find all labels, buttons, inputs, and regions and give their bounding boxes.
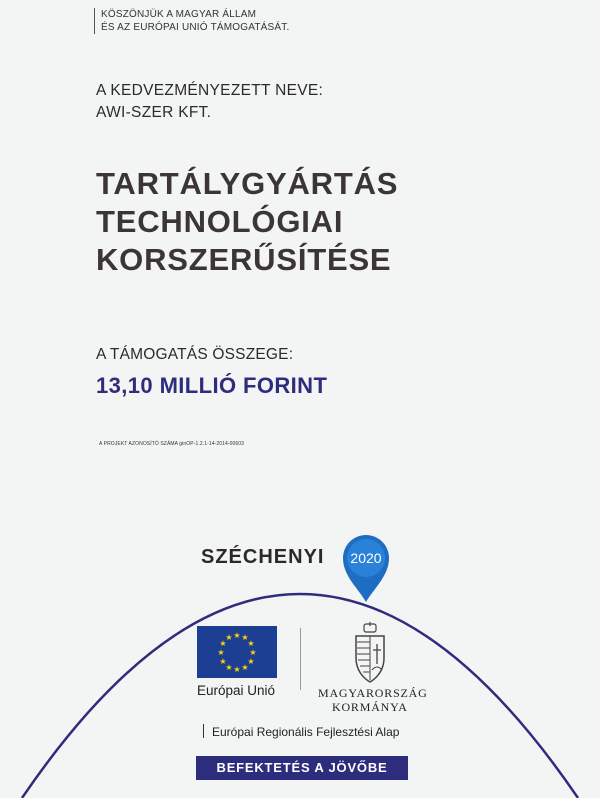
beneficiary-label: A KEDVEZMÉNYEZETT NEVE:	[96, 82, 324, 99]
svg-text:★: ★	[225, 633, 233, 642]
hungarian-coat-of-arms-icon	[350, 622, 390, 684]
project-id: A PROJEKT AZONOSÍTÓ SZÁMA ginOP-1.2.1-14-2014-00603	[99, 441, 245, 447]
svg-text:★: ★	[241, 633, 249, 642]
project-title-line-3: KORSZERŰSÍTÉSE	[96, 242, 392, 277]
thanks-line-2: ÉS AZ EURÓPAI UNIÓ TÁMOGATÁSÁT.	[101, 22, 290, 33]
szechenyi-year: 2020	[350, 550, 382, 566]
svg-text:★: ★	[233, 631, 241, 640]
svg-text:★: ★	[219, 639, 227, 648]
logo-divider	[300, 628, 301, 690]
svg-text:★: ★	[225, 663, 233, 672]
svg-text:★: ★	[241, 663, 249, 672]
government-label-line-1: MAGYARORSZÁG	[318, 686, 428, 700]
funding-amount-label: A TÁMOGATÁS ÖSSZEGE:	[96, 346, 294, 363]
fund-separator	[203, 724, 204, 738]
szechenyi-2020-pin-icon	[339, 530, 393, 604]
beneficiary-name: AWI-SZER KFT.	[96, 104, 212, 121]
funding-amount: 13,10 MILLIÓ FORINT	[96, 373, 328, 398]
project-title-line-2: TECHNOLÓGIAI	[96, 204, 344, 239]
svg-text:★: ★	[247, 657, 255, 666]
svg-text:★: ★	[249, 648, 257, 657]
project-title-line-1: TARTÁLYGYÁRTÁS	[96, 166, 399, 201]
eu-flag-icon	[197, 626, 277, 678]
investment-slogan-banner: BEFEKTETÉS A JÖVŐBE	[196, 756, 408, 780]
svg-text:★: ★	[219, 657, 227, 666]
thanks-line-1: KÖSZÖNJÜK A MAGYAR ÁLLAM	[101, 9, 257, 20]
svg-text:★: ★	[247, 639, 255, 648]
fund-name: Európai Regionális Fejlesztési Alap	[212, 725, 400, 739]
government-label-line-2: KORMÁNYA	[332, 700, 408, 714]
szechenyi-logo-text: SZÉCHENYI	[201, 546, 325, 568]
svg-text:★: ★	[233, 665, 241, 674]
eu-label: Európai Unió	[197, 683, 276, 698]
svg-text:★: ★	[217, 648, 225, 657]
